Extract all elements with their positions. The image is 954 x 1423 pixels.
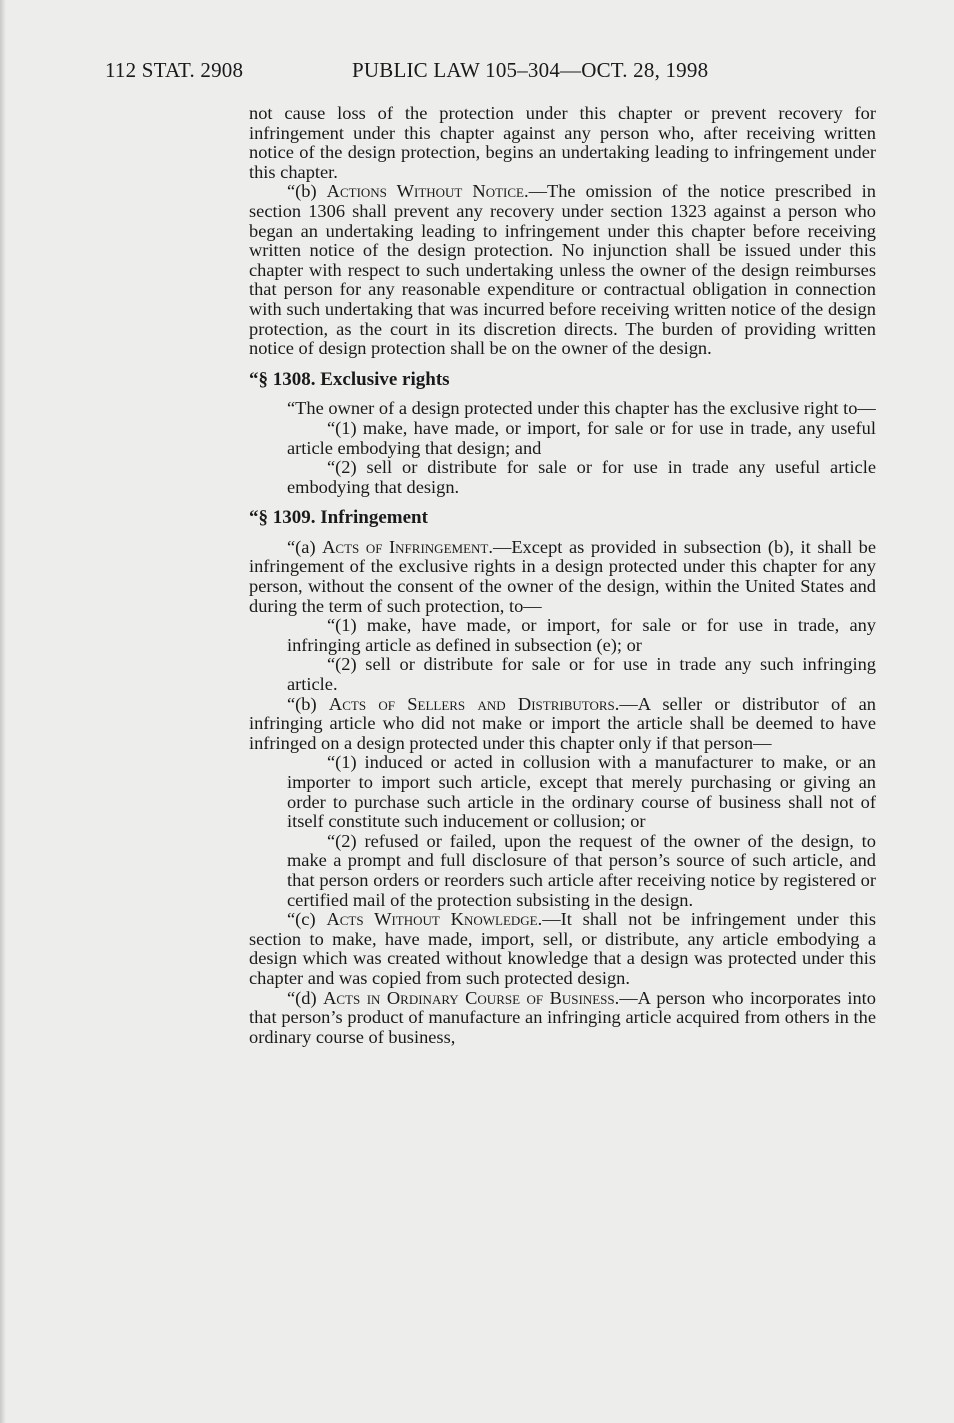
subsection-text: —The omission of the notice prescribed in section 1306 shall prevent any recovery under section 1323 against a person who began an undertaking leading to infringement under this chapter before receiving written notice of the design protection. No injunction shall be issued under this chapter with respect to such undertaking unless the owner of the design reimburses that person for any reasonable expenditure or contractual obligation in connection with such undertaking that was incurred before receiving written notice of the design protection, as the court in its discretion directs. The burden of providing written notice of design protection shall be on the owner of the design. xyxy=(249,181,876,359)
subsection-label: “(b) xyxy=(287,181,327,202)
section-1308-item-2: “(2) sell or distribute for sale or for use in trade any useful article embodying that design. xyxy=(287,457,876,497)
subsection-c-acts-without-knowledge xyxy=(249,910,876,988)
subsection-a-acts-of-infringement xyxy=(249,538,876,616)
stat-reference: 112 STAT. 2908 xyxy=(105,58,244,82)
subsection-a-item-2: “(2) sell or distribute for sale or for use in trade any such infringing article. xyxy=(287,654,876,695)
subsection-heading: Acts of Infringement. xyxy=(322,536,493,557)
subsection-label: “(d) xyxy=(287,987,324,1008)
subsection-b-acts-of-sellers xyxy=(249,695,876,754)
subsection-text: —It shall not be infringement under this section to make, have made, import, sell, or distribute, any article embodying a design which was created without knowledge that a design was protected under this chapter and was copied from such protected design. xyxy=(249,909,876,988)
subsection-heading: Acts Without Knowledge. xyxy=(326,909,543,930)
subsection-text: —A person who incorporates into that person’s product of manufacture an infringing article acquired from others in the ordinary course of business, xyxy=(249,987,876,1047)
subsection-text: —A seller or distributor of an infringing article who did not make or import the article shall be deemed to have infringed on a design protected under this chapter only if that person— xyxy=(249,693,876,753)
subsection-b-item-1: “(1) induced or acted in collusion with a manufacturer to make, or an importer to import such article, except that merely purchasing or giving an order to purchase such article in the ordinary course of business shall not of itself constitute such inducement or collusion; or xyxy=(287,752,876,832)
section-1308-item-1: “(1) make, have made, or import, for sale or for use in trade, any useful article embodying that design; and xyxy=(287,417,876,458)
subsection-a-item-1: “(1) make, have made, or import, for sale or for use in trade, any infringing article as defined in subsection (e); or xyxy=(287,615,876,655)
subsection-label: “(c) xyxy=(287,909,327,930)
public-law-reference: PUBLIC LAW 105–304—OCT. 28, 1998 xyxy=(352,58,709,82)
subsection-text: —Except as provided in subsection (b), it shall be infringement of the exclusive rights in a design protected under this chapter for any person, without the consent of the owner of the design, within the United States and during the term of such protection, to— xyxy=(249,536,876,616)
subsection-heading: Actions Without Notice. xyxy=(326,181,529,202)
subsection-b-actions-without-notice xyxy=(249,182,876,358)
subsection-label: “(b) xyxy=(287,693,329,714)
subsection-label: “(a) xyxy=(287,536,323,557)
section-1308-intro: “The owner of a design protected under this chapter has the exclusive right to— xyxy=(287,398,876,419)
section-1309-heading: “§ 1309. Infringement xyxy=(249,507,428,529)
subsection-heading: Acts of Sellers and Distributors. xyxy=(328,693,620,714)
section-1308-heading: “§ 1308. Exclusive rights xyxy=(249,368,450,390)
subsection-b-item-2: “(2) refused or failed, upon the request of the owner of the design, to make a prompt and full disclosure of that person’s source of such article, and that person orders or reorders such article after receiving notice by registered or certified mail of the protection subsisting in the design. xyxy=(287,830,876,910)
document-body xyxy=(249,104,876,1047)
subsection-heading: Acts in Ordinary Course of Business. xyxy=(323,987,620,1008)
page-edge-shadow xyxy=(0,0,6,1423)
continued-paragraph: not cause loss of the protection under this chapter or prevent recovery for infringement under this chapter against any person who, after receiving written notice of the design protection, begins an undertaking leading to infringement under this chapter. xyxy=(249,103,876,182)
subsection-d-ordinary-course xyxy=(249,989,876,1048)
